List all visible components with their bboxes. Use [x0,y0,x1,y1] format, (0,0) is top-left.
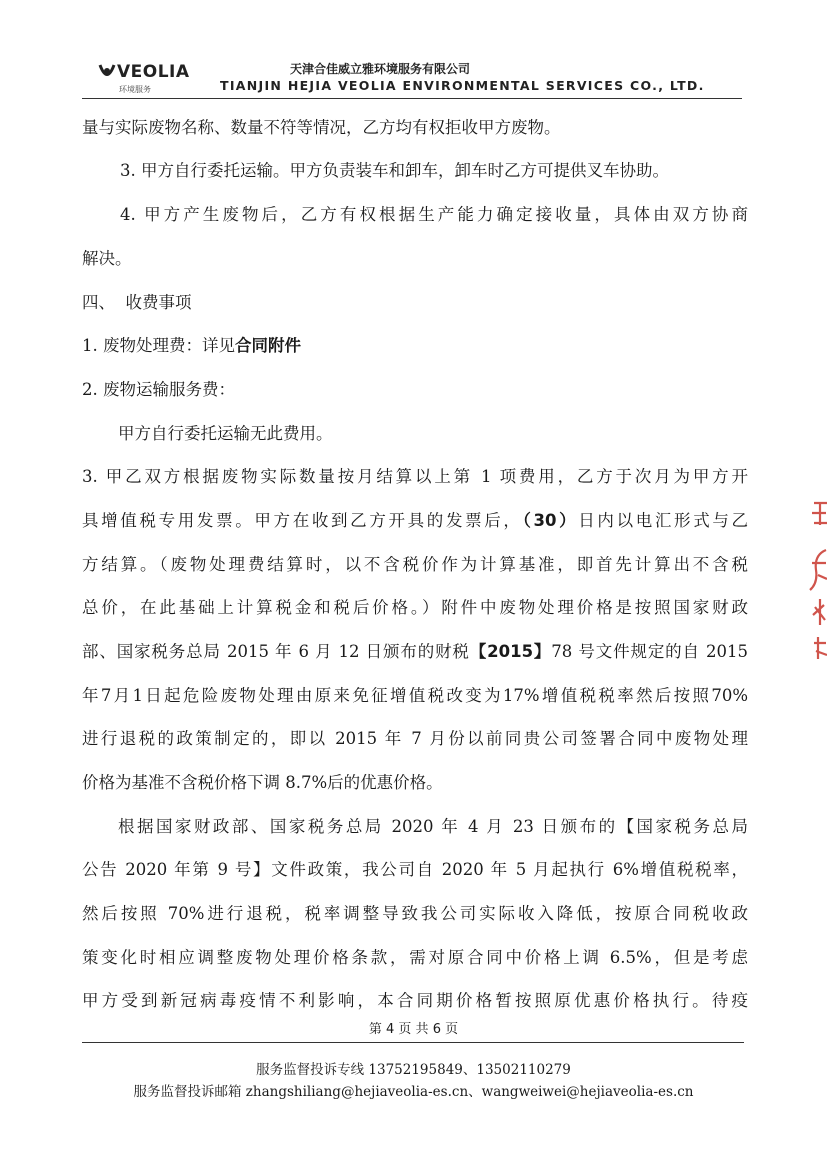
complaint-hotline: 服务监督投诉专线 13752195849、13502110279 [256,1062,571,1078]
text-line: 1. 废物处理费：详见合同附件 [82,336,301,355]
header-divider [82,98,742,99]
section-heading: 四、 收费事项 [82,293,192,312]
text-line: 解决。 [82,249,132,268]
text-line: 总价，在此基础上计算税金和税后价格。）附件中废物处理价格是按照国家财政 [82,598,748,617]
text-line: 甲方受到新冠病毒疫情不利影响，本合同期价格暂按照原优惠价格执行。待疫 [82,991,748,1010]
text-line: 具增值税专用发票。甲方在收到乙方开具的发票后，（30）日内以电汇形式与乙 [82,511,749,530]
logo-text: VEOLIA [117,62,190,82]
seal-stamp-fragment [806,495,827,665]
page-number: 第 4 页 共 6 页 [368,1022,459,1037]
text-line: 甲方自行委托运输无此费用。 [118,424,333,443]
veolia-logo [95,60,190,96]
bold-text: 合同附件 [235,336,301,355]
text-line: 然后按照 70%进行退税，税率调整导致我公司实际收入降低，按原合同税收政 [82,904,748,923]
text-line: 4. 甲方产生废物后，乙方有权根据生产能力确定接收量，具体由双方协商 [120,205,748,224]
text-line: 价格为基准不含税价格下调 8.7%后的优惠价格。 [82,773,443,792]
text-line: 部、国家税务总局 2015 年 6 月 12 日颁布的财税【2015】78 号文件规定的自 2015 [82,642,748,661]
company-name-cn: 天津合佳威立雅环境服务有限公司 [290,62,471,76]
bold-text: 【2015】 [469,642,552,661]
bold-text: （30） [522,511,579,530]
text-line: 进行退税的政策制定的，即以 2015 年 7 月份以前同贵公司签署合同中废物处理 [82,729,748,748]
text-line: 策变化时相应调整废物处理价格条款，需对原合同中价格上调 6.5%，但是考虑 [82,948,748,967]
text-line: 量与实际废物名称、数量不符等情况，乙方均有权拒收甲方废物。 [82,118,561,137]
text-line: 2. 废物运输服务费： [82,380,235,399]
text-line: 方结算。（废物处理费结算时，以不含税价作为计算基准，即首先计算出不含税 [82,555,748,574]
complaint-email: 服务监督投诉邮箱 zhangshiliang@hejiaveolia-es.cn、wangweiwei@hejiaveolia-es.cn [133,1084,694,1100]
veolia-logo-icon [97,62,117,84]
text-line: 公告 2020 年第 9 号】文件政策，我公司自 2020 年 5 月起执行 6%增值税税率， [82,860,748,879]
text-line: 3. 甲乙双方根据废物实际数量按月结算以上第 1 项费用，乙方于次月为甲方开 [82,467,748,486]
logo-subtext: 环境服务 [119,85,151,94]
text-line: 3. 甲方自行委托运输。甲方负责装车和卸车，卸车时乙方可提供叉车协助。 [120,161,669,180]
text-line: 根据国家财政部、国家税务总局 2020 年 4 月 23 日颁布的【国家税务总局 [118,817,748,836]
footer-divider [82,1042,744,1043]
text-line: 年7月1日起危险废物处理由原来免征增值税改变为17%增值税税率然后按照70% [82,686,748,705]
letterhead [95,58,735,100]
company-name-en: TIANJIN HEJIA VEOLIA ENVIRONMENTAL SERVICES CO., LTD. [220,78,705,93]
